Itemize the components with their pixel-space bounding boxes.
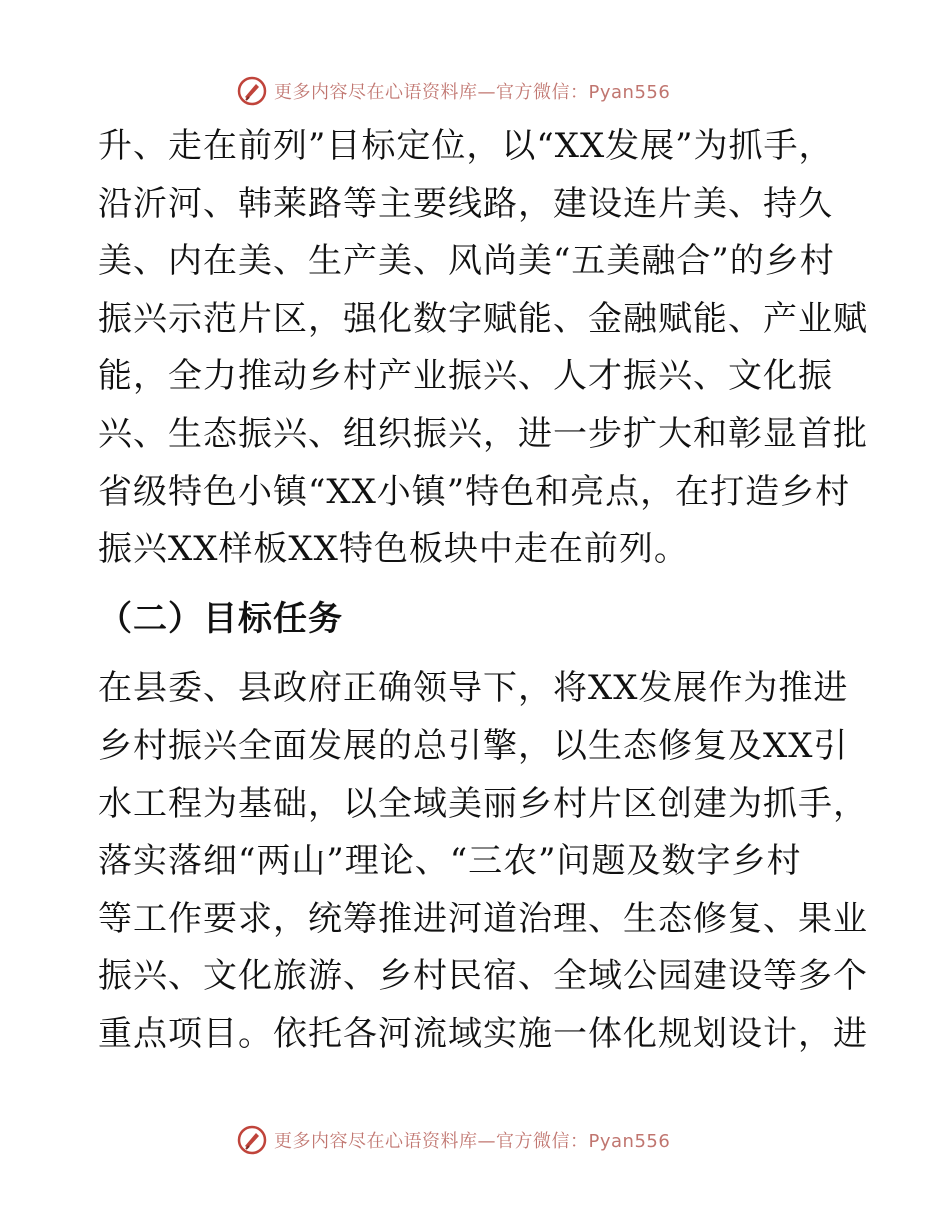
text-line: 重点项目。依托各河流域实施一体化规划设计，进 bbox=[98, 1013, 868, 1054]
footer-watermark-banner bbox=[236, 1123, 670, 1157]
text-line: 在县委、县政府正确领导下，将XX发展作为推进 bbox=[98, 668, 849, 709]
text-line: 落实落细“两山”理论、“三农”问题及数字乡村 bbox=[98, 841, 802, 882]
text-line: 沿沂河、韩莱路等主要线路，建设连片美、持久 bbox=[98, 183, 833, 224]
text-line: 振兴、文化旅游、乡村民宿、全域公园建设等多个 bbox=[98, 956, 868, 997]
text-line: 等工作要求，统筹推进河道治理、生态修复、果业 bbox=[98, 898, 868, 939]
text-line: 振兴示范片区，强化数字赋能、金融赋能、产业赋 bbox=[98, 298, 868, 339]
quill-seal-icon bbox=[236, 1124, 268, 1156]
text-line: 水工程为基础，以全域美丽乡村片区创建为抓手， bbox=[98, 783, 868, 824]
section-heading-goals-tasks: （二）目标任务 bbox=[98, 598, 343, 639]
text-line: 振兴XX样板XX特色板块中走在前列。 bbox=[98, 529, 689, 570]
paragraph-goals-tasks bbox=[98, 660, 868, 1063]
header-watermark-text: 更多内容尽在心语资料库—官方微信：Pyan556 bbox=[274, 82, 671, 103]
footer-watermark-text: 更多内容尽在心语资料库—官方微信：Pyan556 bbox=[274, 1131, 671, 1152]
quill-seal-icon bbox=[236, 75, 268, 107]
text-line: 升、走在前列”目标定位，以“XX发展”为抓手， bbox=[98, 126, 834, 166]
text-line: 能，全力推动乡村产业振兴、人才振兴、文化振 bbox=[98, 356, 833, 397]
text-line: 省级特色小镇“XX小镇”特色和亮点，在打造乡村 bbox=[98, 471, 851, 512]
text-line: 兴、生态振兴、组织振兴，进一步扩大和彰显首批 bbox=[98, 413, 868, 454]
header-watermark-banner bbox=[236, 74, 670, 108]
paragraph-goal-positioning bbox=[98, 118, 868, 579]
text-line: 美、内在美、生产美、风尚美“五美融合”的乡村 bbox=[98, 241, 835, 282]
document-body bbox=[98, 118, 868, 1064]
text-line: 乡村振兴全面发展的总引擎，以生态修复及XX引 bbox=[98, 725, 849, 766]
